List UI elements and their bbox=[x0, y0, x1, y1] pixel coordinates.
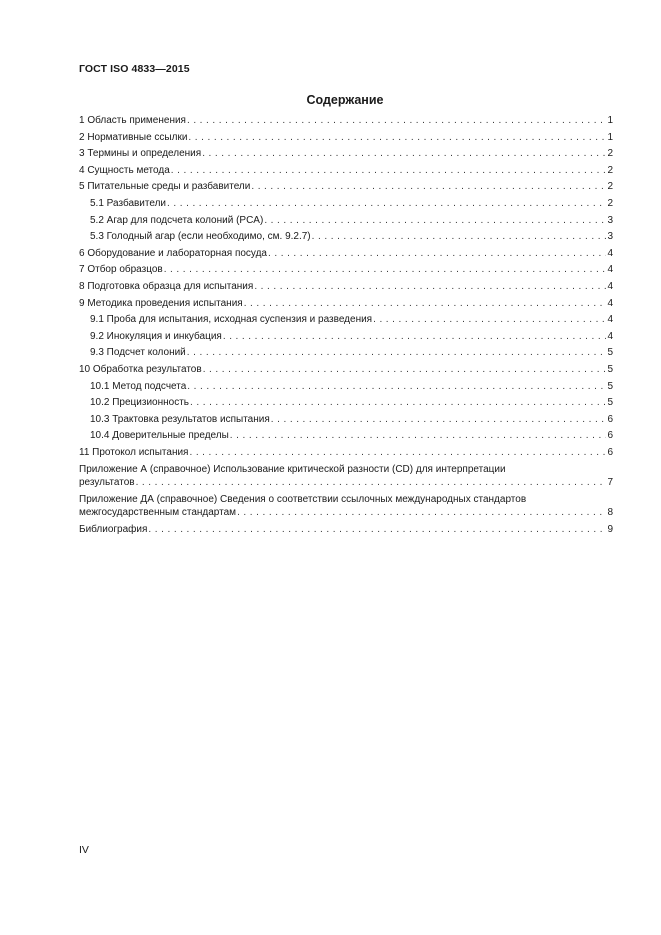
toc-entry-page: 4 bbox=[607, 264, 613, 276]
toc-entry[interactable] bbox=[79, 395, 613, 412]
toc-entry-bibliography[interactable] bbox=[79, 522, 613, 539]
toc-entry-label: 5.3 Голодный агар (если необходимо, см. 9.2.7) bbox=[90, 231, 311, 243]
toc-entry[interactable] bbox=[79, 379, 613, 396]
toc-entry-page: 8 bbox=[607, 507, 613, 519]
toc-entry-label: 7 Отбор образцов bbox=[79, 264, 163, 276]
toc-entry-page: 2 bbox=[607, 164, 613, 176]
toc-entry-page: 4 bbox=[607, 280, 613, 292]
toc-entry[interactable] bbox=[79, 146, 613, 163]
toc-entry-label: 6 Оборудование и лабораторная посуда bbox=[79, 247, 267, 259]
toc-entry[interactable] bbox=[79, 428, 613, 445]
toc-leader bbox=[223, 329, 607, 346]
toc-entry[interactable] bbox=[79, 329, 613, 346]
toc-entry[interactable] bbox=[79, 445, 613, 462]
toc-entry-label: 4 Сущность метода bbox=[79, 164, 170, 176]
toc-entry[interactable] bbox=[79, 312, 613, 329]
toc-entry[interactable] bbox=[79, 229, 613, 246]
toc-entry-label: 10.1 Метод подсчета bbox=[90, 380, 187, 392]
toc-entry-page: 3 bbox=[607, 231, 613, 243]
toc-entry[interactable] bbox=[79, 213, 613, 230]
toc-leader bbox=[167, 196, 606, 213]
toc-leader bbox=[268, 246, 606, 263]
toc-entry-label: 11 Протокол испытания bbox=[79, 446, 189, 458]
toc-entry[interactable] bbox=[79, 163, 613, 180]
toc-entry-label: 5.1 Разбавители bbox=[90, 197, 167, 209]
toc-leader bbox=[190, 395, 606, 412]
toc-leader bbox=[230, 428, 607, 445]
toc-entries bbox=[79, 113, 613, 461]
document-header: ГОСТ ISO 4833—2015 bbox=[79, 63, 190, 75]
toc-leader bbox=[312, 229, 607, 246]
toc-entry[interactable] bbox=[79, 262, 613, 279]
toc-entry-label: межгосударственным стандартам bbox=[79, 507, 237, 519]
toc-entry[interactable] bbox=[79, 279, 613, 296]
toc-leader bbox=[373, 312, 606, 329]
toc-entry-page: 4 bbox=[607, 314, 613, 326]
toc-leader bbox=[244, 296, 607, 313]
toc-title: Содержание bbox=[306, 93, 384, 107]
toc-entry[interactable] bbox=[79, 345, 613, 362]
toc-entry-page: 4 bbox=[607, 247, 613, 259]
toc-entry-label: 9.2 Инокуляция и инкубация bbox=[90, 330, 222, 342]
toc-entry-label: 5.2 Агар для подсчета колоний (PCA) bbox=[90, 214, 264, 226]
toc-leader bbox=[254, 279, 606, 296]
toc-entry-page: 2 bbox=[607, 197, 613, 209]
toc-entry-page: 6 bbox=[607, 430, 613, 442]
toc-leader bbox=[237, 506, 606, 519]
toc-entry-label: 9.3 Подсчет колоний bbox=[90, 347, 186, 359]
toc-entry-page: 4 bbox=[607, 330, 613, 342]
toc-leader bbox=[187, 345, 607, 362]
table-of-contents bbox=[79, 113, 613, 539]
toc-entry[interactable] bbox=[79, 196, 613, 213]
toc-entry[interactable] bbox=[79, 246, 613, 263]
toc-leader bbox=[187, 379, 606, 396]
toc-entry-page: 6 bbox=[607, 446, 613, 458]
toc-entry-label: Библиография bbox=[79, 524, 148, 536]
toc-leader bbox=[148, 522, 606, 539]
toc-entry-page: 1 bbox=[607, 115, 613, 126]
toc-entry-label: 8 Подготовка образца для испытания bbox=[79, 280, 254, 292]
toc-entry[interactable] bbox=[79, 296, 613, 313]
toc-entry-page: 5 bbox=[607, 397, 613, 409]
toc-entry-label: 10 Обработка результатов bbox=[79, 363, 202, 375]
toc-leader bbox=[202, 146, 606, 163]
toc-leader bbox=[164, 262, 607, 279]
toc-entry-label: 9.1 Проба для испытания, исходная суспензия и разведения bbox=[90, 314, 373, 326]
toc-leader bbox=[189, 445, 606, 462]
toc-entry-page: 5 bbox=[607, 380, 613, 392]
toc-leader bbox=[264, 213, 606, 230]
toc-entry-page: 9 bbox=[607, 524, 613, 536]
toc-leader bbox=[203, 362, 607, 379]
toc-entry[interactable] bbox=[79, 130, 613, 147]
toc-entry-label: 2 Нормативные ссылки bbox=[79, 131, 188, 143]
toc-entry-page: 2 bbox=[607, 148, 613, 160]
toc-entry-appendix-da[interactable] bbox=[79, 489, 613, 519]
toc-entry-label: Приложение ДА (справочное) Сведения о соответствии ссылочных международных стандартов bbox=[79, 494, 527, 506]
toc-entry-page: 5 bbox=[607, 363, 613, 375]
toc-entry-label: 10.2 Прецизионность bbox=[90, 397, 189, 409]
toc-leader bbox=[171, 163, 607, 180]
toc-entry-page: 4 bbox=[607, 297, 613, 309]
toc-entry-label: 9 Методика проведения испытания bbox=[79, 297, 243, 309]
toc-entry-label: результатов bbox=[79, 477, 135, 489]
toc-entry-page: 3 bbox=[607, 214, 613, 226]
toc-entry-page: 5 bbox=[607, 347, 613, 359]
toc-entry-label: 10.4 Доверительные пределы bbox=[90, 430, 229, 442]
toc-entry[interactable] bbox=[79, 113, 613, 130]
toc-entry-label: 10.3 Трактовка результатов испытания bbox=[90, 413, 270, 425]
toc-entry-label: Приложение А (справочное) Использование критической разности (CD) для интерпретации bbox=[79, 464, 506, 476]
toc-leader bbox=[251, 179, 606, 196]
toc-entry-appendix-a[interactable] bbox=[79, 461, 613, 489]
toc-entry[interactable] bbox=[79, 179, 613, 196]
toc-entry-label: 1 Область применения bbox=[79, 115, 186, 126]
toc-entry-page: 1 bbox=[607, 131, 613, 143]
toc-leader bbox=[187, 113, 606, 130]
toc-leader bbox=[271, 412, 607, 429]
toc-entry-page: 7 bbox=[607, 477, 613, 489]
toc-leader bbox=[188, 130, 606, 147]
toc-leader bbox=[136, 476, 607, 489]
toc-entry-page: 6 bbox=[607, 413, 613, 425]
toc-entry-label: 3 Термины и определения bbox=[79, 148, 202, 160]
toc-entry-label: 5 Питательные среды и разбавители bbox=[79, 181, 251, 193]
toc-entry[interactable] bbox=[79, 362, 613, 379]
toc-entry[interactable] bbox=[79, 412, 613, 429]
toc-entry-page: 2 bbox=[607, 181, 613, 193]
page-number: IV bbox=[79, 844, 89, 856]
